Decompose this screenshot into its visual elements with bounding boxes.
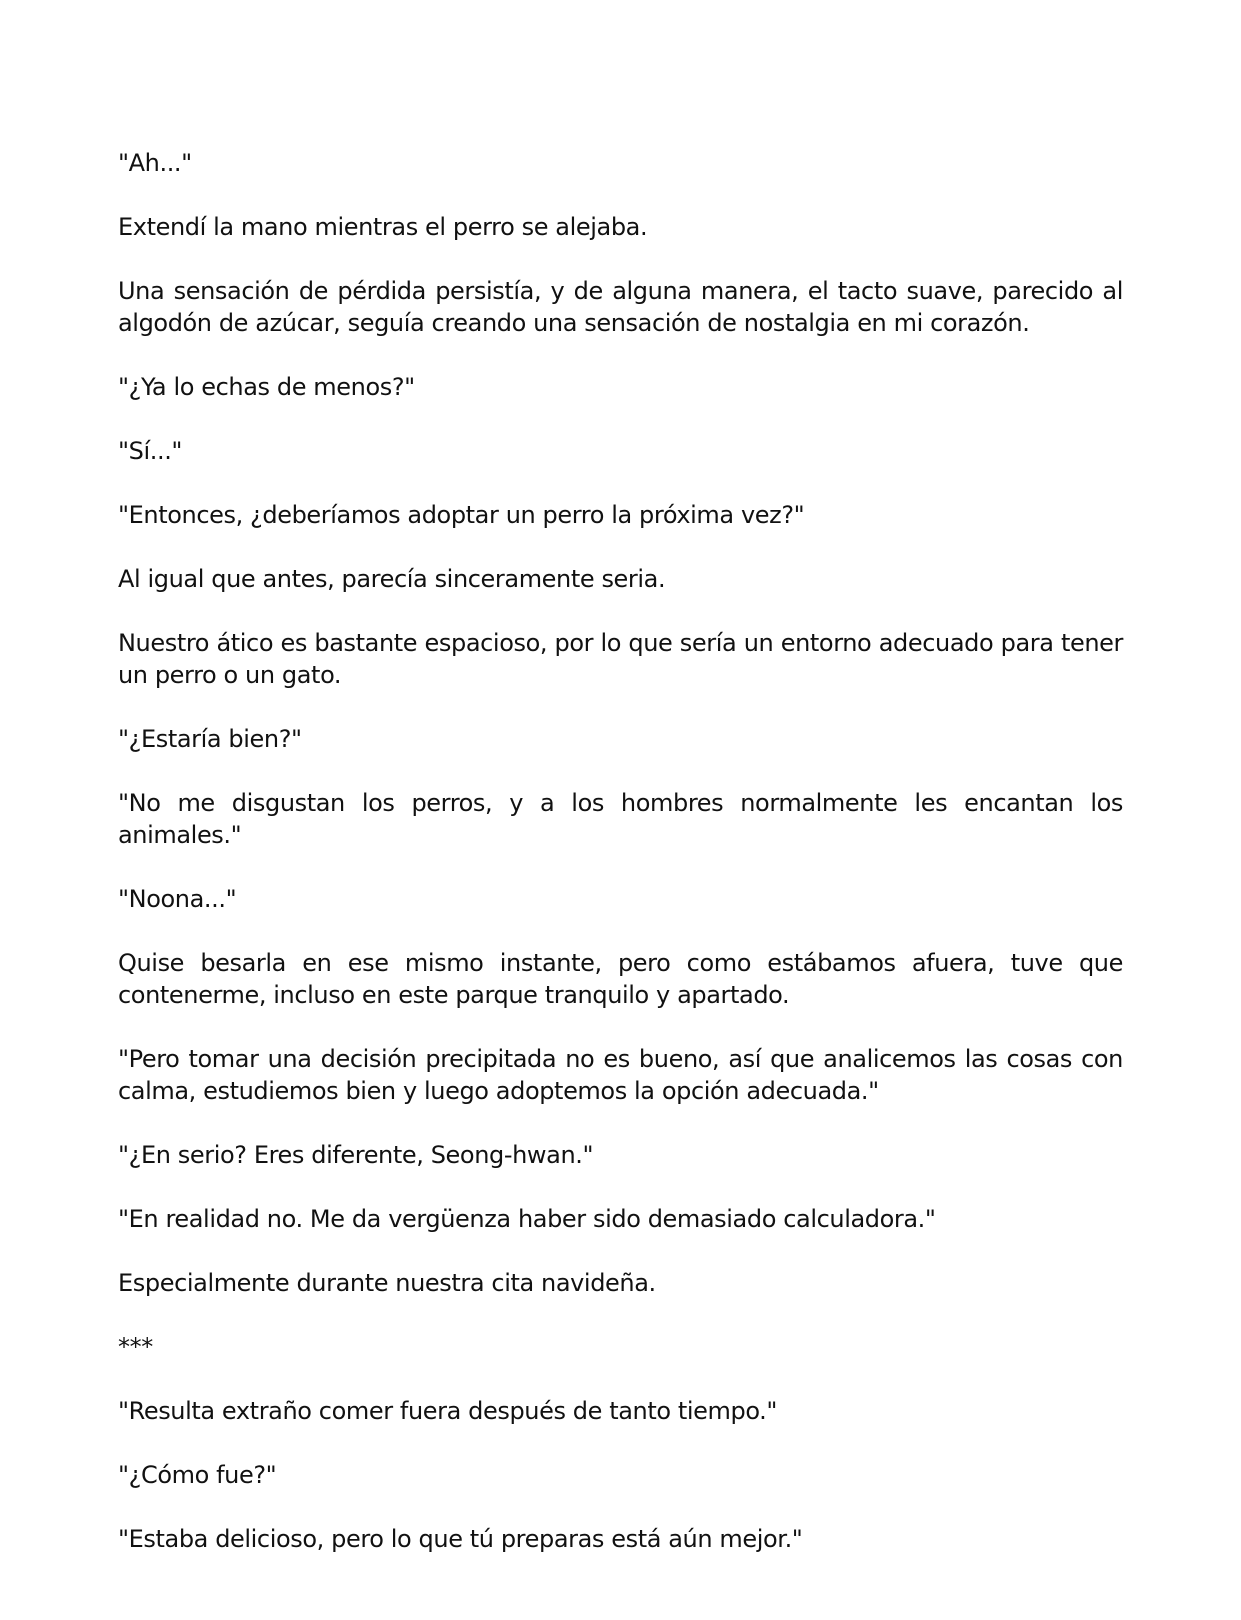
paragraph-6: "Entonces, ¿deberíamos adoptar un perro la próxima vez?" (118, 501, 805, 529)
document-body (118, 147, 1123, 1587)
paragraph-5: "Sí..." (118, 437, 183, 465)
paragraph-8: Nuestro ático es bastante espacioso, por lo que sería un entorno adecuado para tener un perro o un gato. (118, 629, 1123, 689)
paragraph-17: "Resulta extraño comer fuera después de tanto tiempo." (118, 1397, 778, 1425)
paragraph-11: "Noona..." (118, 885, 237, 913)
paragraph-14: "¿En serio? Eres diferente, Seong-hwan." (118, 1141, 594, 1169)
paragraph-10: "No me disgustan los perros, y a los hombres normalmente les encantan los animales." (118, 789, 1123, 849)
paragraph-15: "En realidad no. Me da vergüenza haber sido demasiado calculadora." (118, 1205, 936, 1233)
paragraph-3: Una sensación de pérdida persistía, y de alguna manera, el tacto suave, parecido al algodón de azúcar, seguía creando una sensación de nostalgia en mi corazón. (118, 277, 1123, 337)
paragraph-1: "Ah..." (118, 149, 192, 177)
paragraph-12: Quise besarla en ese mismo instante, pero como estábamos afuera, tuve que contenerme, incluso en este parque tranquilo y apartado. (118, 949, 1123, 1009)
paragraph-16: Especialmente durante nuestra cita navideña. (118, 1269, 656, 1297)
paragraph-9: "¿Estaría bien?" (118, 725, 302, 753)
paragraph-18: "¿Cómo fue?" (118, 1461, 277, 1489)
paragraph-4: "¿Ya lo echas de menos?" (118, 373, 415, 401)
scene-break: *** (118, 1333, 153, 1361)
paragraph-13: "Pero tomar una decisión precipitada no es bueno, así que analicemos las cosas con calma, estudiemos bien y luego adoptemos la opción adecuada." (118, 1045, 1123, 1105)
paragraph-2: Extendí la mano mientras el perro se alejaba. (118, 213, 648, 241)
paragraph-19: "Estaba delicioso, pero lo que tú preparas está aún mejor." (118, 1525, 803, 1553)
paragraph-7: Al igual que antes, parecía sinceramente seria. (118, 565, 666, 593)
